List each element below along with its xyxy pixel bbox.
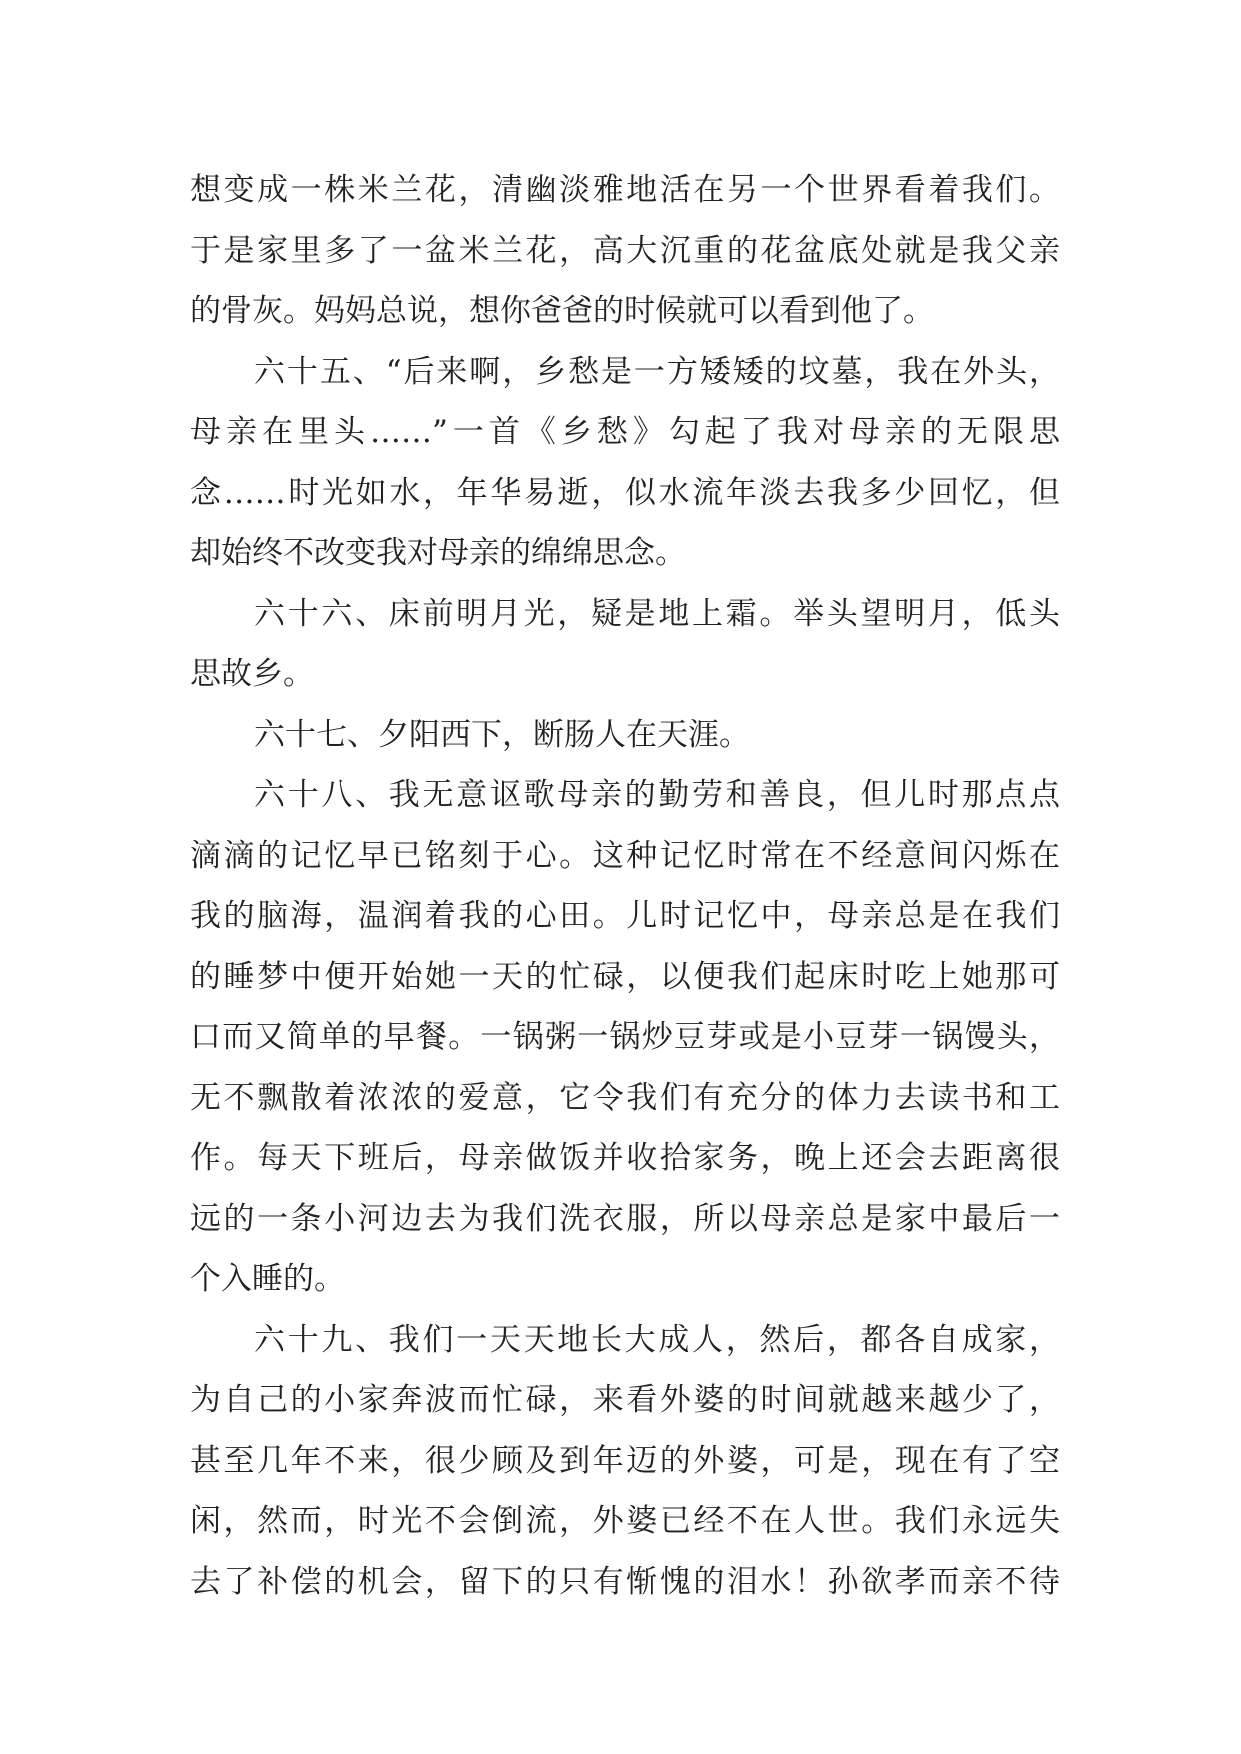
text-line: 母亲在里头……”一首《乡愁》勾起了我对母亲的无限思 xyxy=(190,414,1060,450)
paragraph-start-line: 六十七、夕阳西下，断肠人在天涯。 xyxy=(254,716,750,753)
paragraph-start-line: 六十九、我们一天天地长大成人，然后，都各自成家， xyxy=(254,1321,1060,1358)
text-line: 闲，然而，时光不会倒流，外婆已经不在人世。我们永远失 xyxy=(190,1503,1060,1539)
text-line: 作。每天下班后，母亲做饭并收拾家务，晚上还会去距离很 xyxy=(190,1140,1060,1176)
text-line: 的骨灰。妈妈总说，想你爸爸的时候就可以看到他了。 xyxy=(190,293,934,329)
text-line: 个入睡的。 xyxy=(190,1261,345,1297)
text-line: 于是家里多了一盆米兰花，高大沉重的花盆底处就是我父亲 xyxy=(190,232,1060,269)
text-line: 念……时光如水，年华易逝，似水流年淡去我多少回忆，但 xyxy=(190,474,1060,511)
text-line: 无不飘散着浓浓的爱意，它令我们有充分的体力去读书和工 xyxy=(190,1079,1060,1116)
text-line: 为自己的小家奔波而忙碌，来看外婆的时间就越来越少了， xyxy=(190,1382,1060,1418)
text-line: 我的脑海，温润着我的心田。儿时记忆中，母亲总是在我们 xyxy=(190,898,1060,934)
text-line: 远的一条小河边去为我们洗衣服，所以母亲总是家中最后一 xyxy=(190,1200,1060,1237)
paragraph-start-line: 六十五、“后来啊，乡愁是一方矮矮的坟墓，我在外头， xyxy=(254,353,1060,390)
text-line: 去了补偿的机会，留下的只有惭愧的泪水！孙欲孝而亲不待 xyxy=(190,1563,1060,1600)
text-line: 的睡梦中便开始她一天的忙碌，以便我们起床时吃上她那可 xyxy=(190,958,1060,995)
text-line: 想变成一株米兰花，清幽淡雅地活在另一个世界看着我们。 xyxy=(190,172,1060,208)
paragraph-start-line: 六十八、我无意讴歌母亲的勤劳和善良，但儿时那点点 xyxy=(254,777,1060,813)
text-line: 却始终不改变我对母亲的绵绵思念。 xyxy=(190,535,686,571)
body-text xyxy=(190,160,1060,1612)
text-line: 滴滴的记忆早已铭刻于心。这种记忆时常在不经意间闪烁在 xyxy=(190,837,1060,874)
paragraph-start-line: 六十六、床前明月光，疑是地上霜。举头望明月，低头 xyxy=(254,595,1060,632)
text-line: 思故乡。 xyxy=(190,656,314,692)
text-line: 口而又简单的早餐。一锅粥一锅炒豆芽或是小豆芽一锅馒头， xyxy=(190,1019,1060,1055)
text-line: 甚至几年不来，很少顾及到年迈的外婆，可是，现在有了空 xyxy=(190,1442,1060,1479)
